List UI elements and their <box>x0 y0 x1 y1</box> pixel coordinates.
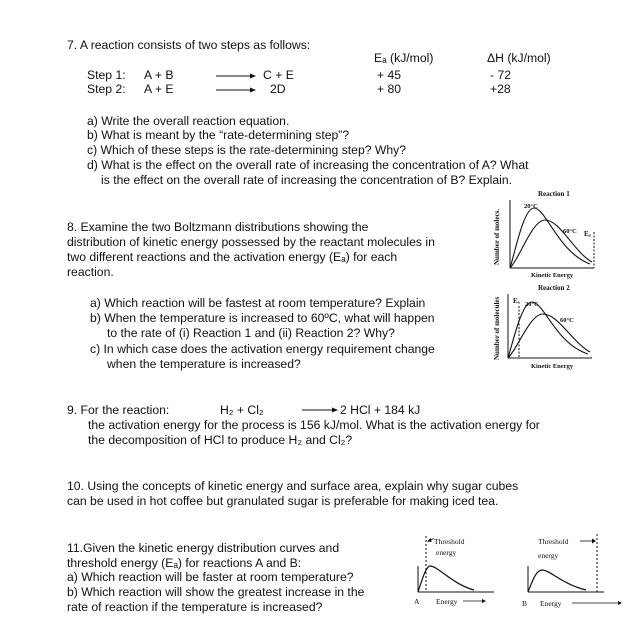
q7-part-b: b) What is meant by the “rate-determining step”? <box>87 128 350 142</box>
graph-label: B <box>522 599 528 608</box>
step-label: Step 2: <box>87 82 126 96</box>
reaction-arrow-icon <box>216 72 256 80</box>
q7-intro: 7. A reaction consists of two steps as follows: <box>67 38 311 52</box>
reaction-2-graph <box>488 282 598 372</box>
curve-20c <box>508 302 588 358</box>
q9-equation-right: 2 HCl + 184 kJ <box>340 403 421 417</box>
temp-high-label: 60°C <box>560 317 574 324</box>
temp-high-label: 60°C <box>563 228 577 235</box>
x-axis-label: Energy <box>436 597 458 606</box>
reaction-arrow-icon <box>302 406 338 414</box>
q8-line-3: two different reactions and the activation energy (Eₐ) for each <box>67 250 398 264</box>
q8-line-2: distribution of kinetic energy possessed by the reactant molecules in <box>67 235 435 249</box>
reaction-arrow-icon <box>216 86 256 94</box>
step-reactants: A + B <box>144 68 174 82</box>
graph-title: Reaction 1 <box>538 190 570 198</box>
threshold-label: Threshold <box>434 537 465 546</box>
axis-arrowhead-icon <box>482 599 486 603</box>
q9-prefix: 9. For the reaction: <box>67 403 170 417</box>
q9-equation-left: H₂ + Cl₂ <box>220 403 264 417</box>
step-products: C + E <box>263 68 294 82</box>
q11-part-a: a) Which reaction will be faster at room temperature? <box>67 570 354 584</box>
y-axis-label: Number of molecules <box>493 296 501 360</box>
q11-line-1: 11.Given the kinetic energy distribution curves and <box>67 541 340 555</box>
energy-label: energy <box>436 548 457 557</box>
threshold-arrowhead-icon <box>592 539 596 544</box>
step-products: 2D <box>270 82 286 96</box>
curve-60c <box>508 314 590 358</box>
q8-part-c: c) In which case does the activation energy requirement change <box>90 342 435 356</box>
distribution-curve <box>528 570 586 592</box>
q11-line-2: threshold energy (Eₐ) for reactions A and B: <box>67 556 302 570</box>
x-axis-label: Kinetic Energy <box>531 272 574 279</box>
q10-line-2: can be used in hot coffee but granulated sugar is preferable for making iced tea. <box>67 494 499 508</box>
x-axis-label: Energy <box>540 599 562 608</box>
q9-line-2: the activation energy for the process is 156 kJ/mol. What is the activation energy for <box>88 418 540 432</box>
graph-label: A <box>414 597 420 606</box>
q11-part-b-cont: rate of reaction if the temperature is increased? <box>67 600 323 614</box>
q10-line-1: 10. Using the concepts of kinetic energy and surface area, explain why sugar cubes <box>67 479 519 493</box>
q8-part-b-cont: to the rate of (i) Reaction 1 and (ii) Reaction 2? Why? <box>107 326 395 340</box>
step-dh: +28 <box>490 82 511 96</box>
step-ea: + 45 <box>377 68 402 82</box>
axis-arrowhead-icon <box>618 601 622 605</box>
q7-dh-header: ΔH (kJ/mol) <box>487 51 551 65</box>
q8-part-c-cont: when the temperature is increased? <box>107 357 301 371</box>
q7-part-d: d) What is the effect on the overall rate of increasing the concentration of A? What <box>87 158 529 172</box>
q7-part-d-cont: is the effect on the overall rate of increasing the concentration of B? Explain. <box>101 173 513 187</box>
curve-20c <box>510 208 590 268</box>
q7-ea-header: Eₐ (kJ/mol) <box>374 51 434 65</box>
q8-part-b: b) When the temperature is increased to 60ºC, what will happen <box>90 311 435 325</box>
step-label: Step 1: <box>87 68 126 82</box>
q9-line-3: the decomposition of HCl to produce H₂ and Cl₂? <box>88 433 353 447</box>
q8-line-4: reaction. <box>67 265 114 279</box>
q7-part-c: c) Which of these steps is the rate-determining step? Why? <box>87 143 407 157</box>
graph-a <box>408 526 518 610</box>
q11-part-b: b) Which reaction will show the greatest increase in the <box>67 585 365 599</box>
graph-b <box>520 526 630 610</box>
temp-low-label: 20°C <box>524 203 538 210</box>
reaction-1-graph <box>488 186 598 286</box>
y-axis-label: Number of molecs. <box>493 208 501 265</box>
energy-label: energy <box>538 551 559 560</box>
q7-part-a: a) Write the overall reaction equation. <box>87 114 290 128</box>
step-dh: - 72 <box>490 68 512 82</box>
temp-low-label: 20°C <box>525 301 539 308</box>
ea-label: Eₐ <box>584 230 591 238</box>
threshold-label: Threshold <box>538 537 569 546</box>
ea-label: Eₐ <box>513 297 520 305</box>
graph-title: Reaction 2 <box>538 284 570 292</box>
step-reactants: A + E <box>144 82 174 96</box>
q8-part-a: a) Which reaction will be fastest at room temperature? Explain <box>90 296 426 310</box>
step-ea: + 80 <box>377 82 402 96</box>
q8-line-1: 8. Examine the two Boltzmann distributions showing the <box>67 220 369 234</box>
x-axis-label: Kinetic Energy <box>531 363 574 370</box>
threshold-arrowhead-icon <box>427 538 432 542</box>
